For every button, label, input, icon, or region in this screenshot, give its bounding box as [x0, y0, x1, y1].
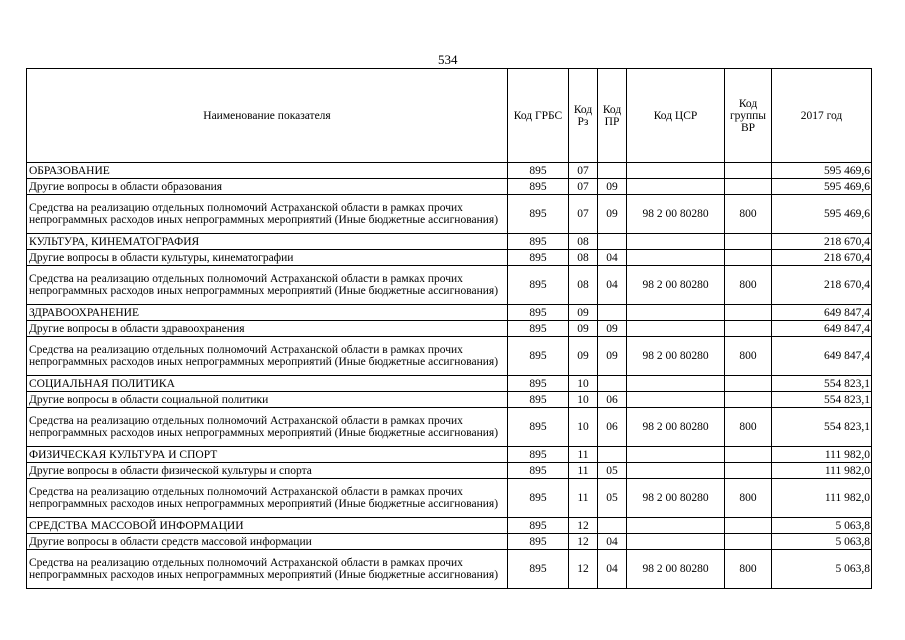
cell-vr — [725, 534, 772, 550]
cell-csr: 98 2 00 80280 — [627, 266, 725, 305]
cell-csr — [627, 179, 725, 195]
cell-grbs: 895 — [508, 408, 569, 447]
cell-grbs: 895 — [508, 234, 569, 250]
cell-amount: 111 982,0 — [772, 447, 872, 463]
table-row — [27, 321, 872, 337]
cell-vr — [725, 305, 772, 321]
table-row — [27, 534, 872, 550]
table-row — [27, 463, 872, 479]
cell-grbs: 895 — [508, 179, 569, 195]
cell-csr — [627, 463, 725, 479]
cell-rz: 11 — [569, 447, 598, 463]
table-row — [27, 337, 872, 376]
cell-rz: 07 — [569, 179, 598, 195]
cell-rz: 11 — [569, 479, 598, 518]
header-vr: Код группы ВР — [725, 69, 772, 163]
cell-rz: 09 — [569, 305, 598, 321]
cell-grbs: 895 — [508, 447, 569, 463]
cell-amount: 5 063,8 — [772, 534, 872, 550]
cell-amount: 554 823,1 — [772, 408, 872, 447]
page-number: 534 — [438, 52, 458, 67]
cell-name: КУЛЬТУРА, КИНЕМАТОГРАФИЯ — [27, 234, 508, 250]
cell-name: ОБРАЗОВАНИЕ — [27, 163, 508, 179]
cell-grbs: 895 — [508, 305, 569, 321]
table-row — [27, 179, 872, 195]
cell-csr — [627, 376, 725, 392]
cell-amount: 649 847,4 — [772, 321, 872, 337]
cell-vr: 800 — [725, 195, 772, 234]
cell-csr — [627, 250, 725, 266]
cell-rz: 12 — [569, 534, 598, 550]
cell-grbs: 895 — [508, 479, 569, 518]
table-row — [27, 266, 872, 305]
header-rz: Код Рз — [569, 69, 598, 163]
cell-name: Другие вопросы в области культуры, кинематографии — [27, 250, 508, 266]
cell-pr: 05 — [598, 463, 627, 479]
cell-amount: 554 823,1 — [772, 392, 872, 408]
cell-name: Средства на реализацию отдельных полномочий Астраханской области в рамках прочих непрограммных расходов иных непрограммных мероприятий (Иные бюджетные ассигнования) — [27, 408, 508, 447]
cell-name: Средства на реализацию отдельных полномочий Астраханской области в рамках прочих непрограммных расходов иных непрограммных мероприятий (Иные бюджетные ассигнования) — [27, 479, 508, 518]
cell-amount: 111 982,0 — [772, 479, 872, 518]
table-row — [27, 447, 872, 463]
cell-name: Средства на реализацию отдельных полномочий Астраханской области в рамках прочих непрограммных расходов иных непрограммных мероприятий (Иные бюджетные ассигнования) — [27, 550, 508, 589]
cell-grbs: 895 — [508, 550, 569, 589]
cell-amount: 595 469,6 — [772, 163, 872, 179]
cell-amount: 5 063,8 — [772, 518, 872, 534]
cell-grbs: 895 — [508, 250, 569, 266]
cell-rz: 09 — [569, 337, 598, 376]
cell-grbs: 895 — [508, 534, 569, 550]
cell-csr — [627, 321, 725, 337]
cell-amount: 554 823,1 — [772, 376, 872, 392]
cell-amount: 218 670,4 — [772, 266, 872, 305]
budget-table — [26, 68, 872, 589]
cell-name: Средства на реализацию отдельных полномочий Астраханской области в рамках прочих непрограммных расходов иных непрограммных мероприятий (Иные бюджетные ассигнования) — [27, 266, 508, 305]
table-row — [27, 234, 872, 250]
cell-amount: 218 670,4 — [772, 250, 872, 266]
cell-csr — [627, 163, 725, 179]
cell-vr: 800 — [725, 479, 772, 518]
cell-grbs: 895 — [508, 321, 569, 337]
cell-rz: 11 — [569, 463, 598, 479]
cell-amount: 111 982,0 — [772, 463, 872, 479]
cell-vr — [725, 163, 772, 179]
header-csr: Код ЦСР — [627, 69, 725, 163]
cell-name: Другие вопросы в области образования — [27, 179, 508, 195]
cell-name: СОЦИАЛЬНАЯ ПОЛИТИКА — [27, 376, 508, 392]
cell-csr: 98 2 00 80280 — [627, 337, 725, 376]
cell-pr — [598, 305, 627, 321]
table-row — [27, 518, 872, 534]
table-row — [27, 408, 872, 447]
cell-pr — [598, 163, 627, 179]
cell-vr — [725, 463, 772, 479]
cell-pr — [598, 447, 627, 463]
cell-amount: 595 469,6 — [772, 179, 872, 195]
header-pr: Код ПР — [598, 69, 627, 163]
cell-vr — [725, 234, 772, 250]
cell-csr: 98 2 00 80280 — [627, 550, 725, 589]
table-row — [27, 163, 872, 179]
cell-csr: 98 2 00 80280 — [627, 195, 725, 234]
cell-rz: 08 — [569, 250, 598, 266]
cell-pr: 09 — [598, 179, 627, 195]
table-row — [27, 250, 872, 266]
cell-grbs: 895 — [508, 376, 569, 392]
cell-csr — [627, 518, 725, 534]
cell-pr — [598, 518, 627, 534]
cell-vr — [725, 447, 772, 463]
cell-grbs: 895 — [508, 163, 569, 179]
cell-vr — [725, 250, 772, 266]
cell-rz: 08 — [569, 234, 598, 250]
cell-rz: 07 — [569, 163, 598, 179]
table-row — [27, 550, 872, 589]
cell-grbs: 895 — [508, 337, 569, 376]
cell-rz: 10 — [569, 376, 598, 392]
cell-amount: 218 670,4 — [772, 234, 872, 250]
cell-grbs: 895 — [508, 518, 569, 534]
cell-pr: 09 — [598, 321, 627, 337]
cell-rz: 07 — [569, 195, 598, 234]
cell-csr — [627, 534, 725, 550]
header-grbs: Код ГРБС — [508, 69, 569, 163]
cell-rz: 12 — [569, 550, 598, 589]
cell-pr: 06 — [598, 392, 627, 408]
cell-vr — [725, 321, 772, 337]
cell-rz: 10 — [569, 392, 598, 408]
cell-csr — [627, 392, 725, 408]
cell-pr: 04 — [598, 550, 627, 589]
cell-csr: 98 2 00 80280 — [627, 408, 725, 447]
cell-amount: 649 847,4 — [772, 305, 872, 321]
cell-name: СРЕДСТВА МАССОВОЙ ИНФОРМАЦИИ — [27, 518, 508, 534]
table-row — [27, 376, 872, 392]
cell-csr — [627, 305, 725, 321]
cell-vr — [725, 179, 772, 195]
table-row — [27, 392, 872, 408]
cell-pr: 04 — [598, 266, 627, 305]
cell-grbs: 895 — [508, 195, 569, 234]
header-year: 2017 год — [772, 69, 872, 163]
cell-pr: 09 — [598, 195, 627, 234]
cell-vr — [725, 518, 772, 534]
cell-csr: 98 2 00 80280 — [627, 479, 725, 518]
cell-vr: 800 — [725, 550, 772, 589]
cell-vr: 800 — [725, 408, 772, 447]
cell-name: Средства на реализацию отдельных полномочий Астраханской области в рамках прочих непрограммных расходов иных непрограммных мероприятий (Иные бюджетные ассигнования) — [27, 337, 508, 376]
header-name: Наименование показателя — [27, 69, 508, 163]
cell-name: Другие вопросы в области физической культуры и спорта — [27, 463, 508, 479]
cell-pr: 04 — [598, 534, 627, 550]
cell-grbs: 895 — [508, 463, 569, 479]
cell-grbs: 895 — [508, 392, 569, 408]
table-body — [27, 163, 872, 589]
cell-rz: 12 — [569, 518, 598, 534]
cell-rz: 08 — [569, 266, 598, 305]
cell-rz: 10 — [569, 408, 598, 447]
cell-pr — [598, 234, 627, 250]
cell-csr — [627, 447, 725, 463]
cell-grbs: 895 — [508, 266, 569, 305]
cell-pr: 06 — [598, 408, 627, 447]
table-row — [27, 479, 872, 518]
cell-name: Другие вопросы в области здравоохранения — [27, 321, 508, 337]
table-row — [27, 195, 872, 234]
table-header-row — [27, 69, 872, 163]
table-row — [27, 305, 872, 321]
cell-vr — [725, 392, 772, 408]
cell-pr: 05 — [598, 479, 627, 518]
cell-name: ФИЗИЧЕСКАЯ КУЛЬТУРА И СПОРТ — [27, 447, 508, 463]
cell-name: ЗДРАВООХРАНЕНИЕ — [27, 305, 508, 321]
cell-vr — [725, 376, 772, 392]
cell-vr: 800 — [725, 266, 772, 305]
cell-vr: 800 — [725, 337, 772, 376]
cell-pr — [598, 376, 627, 392]
cell-pr: 04 — [598, 250, 627, 266]
cell-rz: 09 — [569, 321, 598, 337]
cell-amount: 649 847,4 — [772, 337, 872, 376]
cell-name: Другие вопросы в области средств массовой информации — [27, 534, 508, 550]
cell-name: Средства на реализацию отдельных полномочий Астраханской области в рамках прочих непрограммных расходов иных непрограммных мероприятий (Иные бюджетные ассигнования) — [27, 195, 508, 234]
cell-name: Другие вопросы в области социальной политики — [27, 392, 508, 408]
cell-csr — [627, 234, 725, 250]
cell-pr: 09 — [598, 337, 627, 376]
cell-amount: 595 469,6 — [772, 195, 872, 234]
cell-amount: 5 063,8 — [772, 550, 872, 589]
